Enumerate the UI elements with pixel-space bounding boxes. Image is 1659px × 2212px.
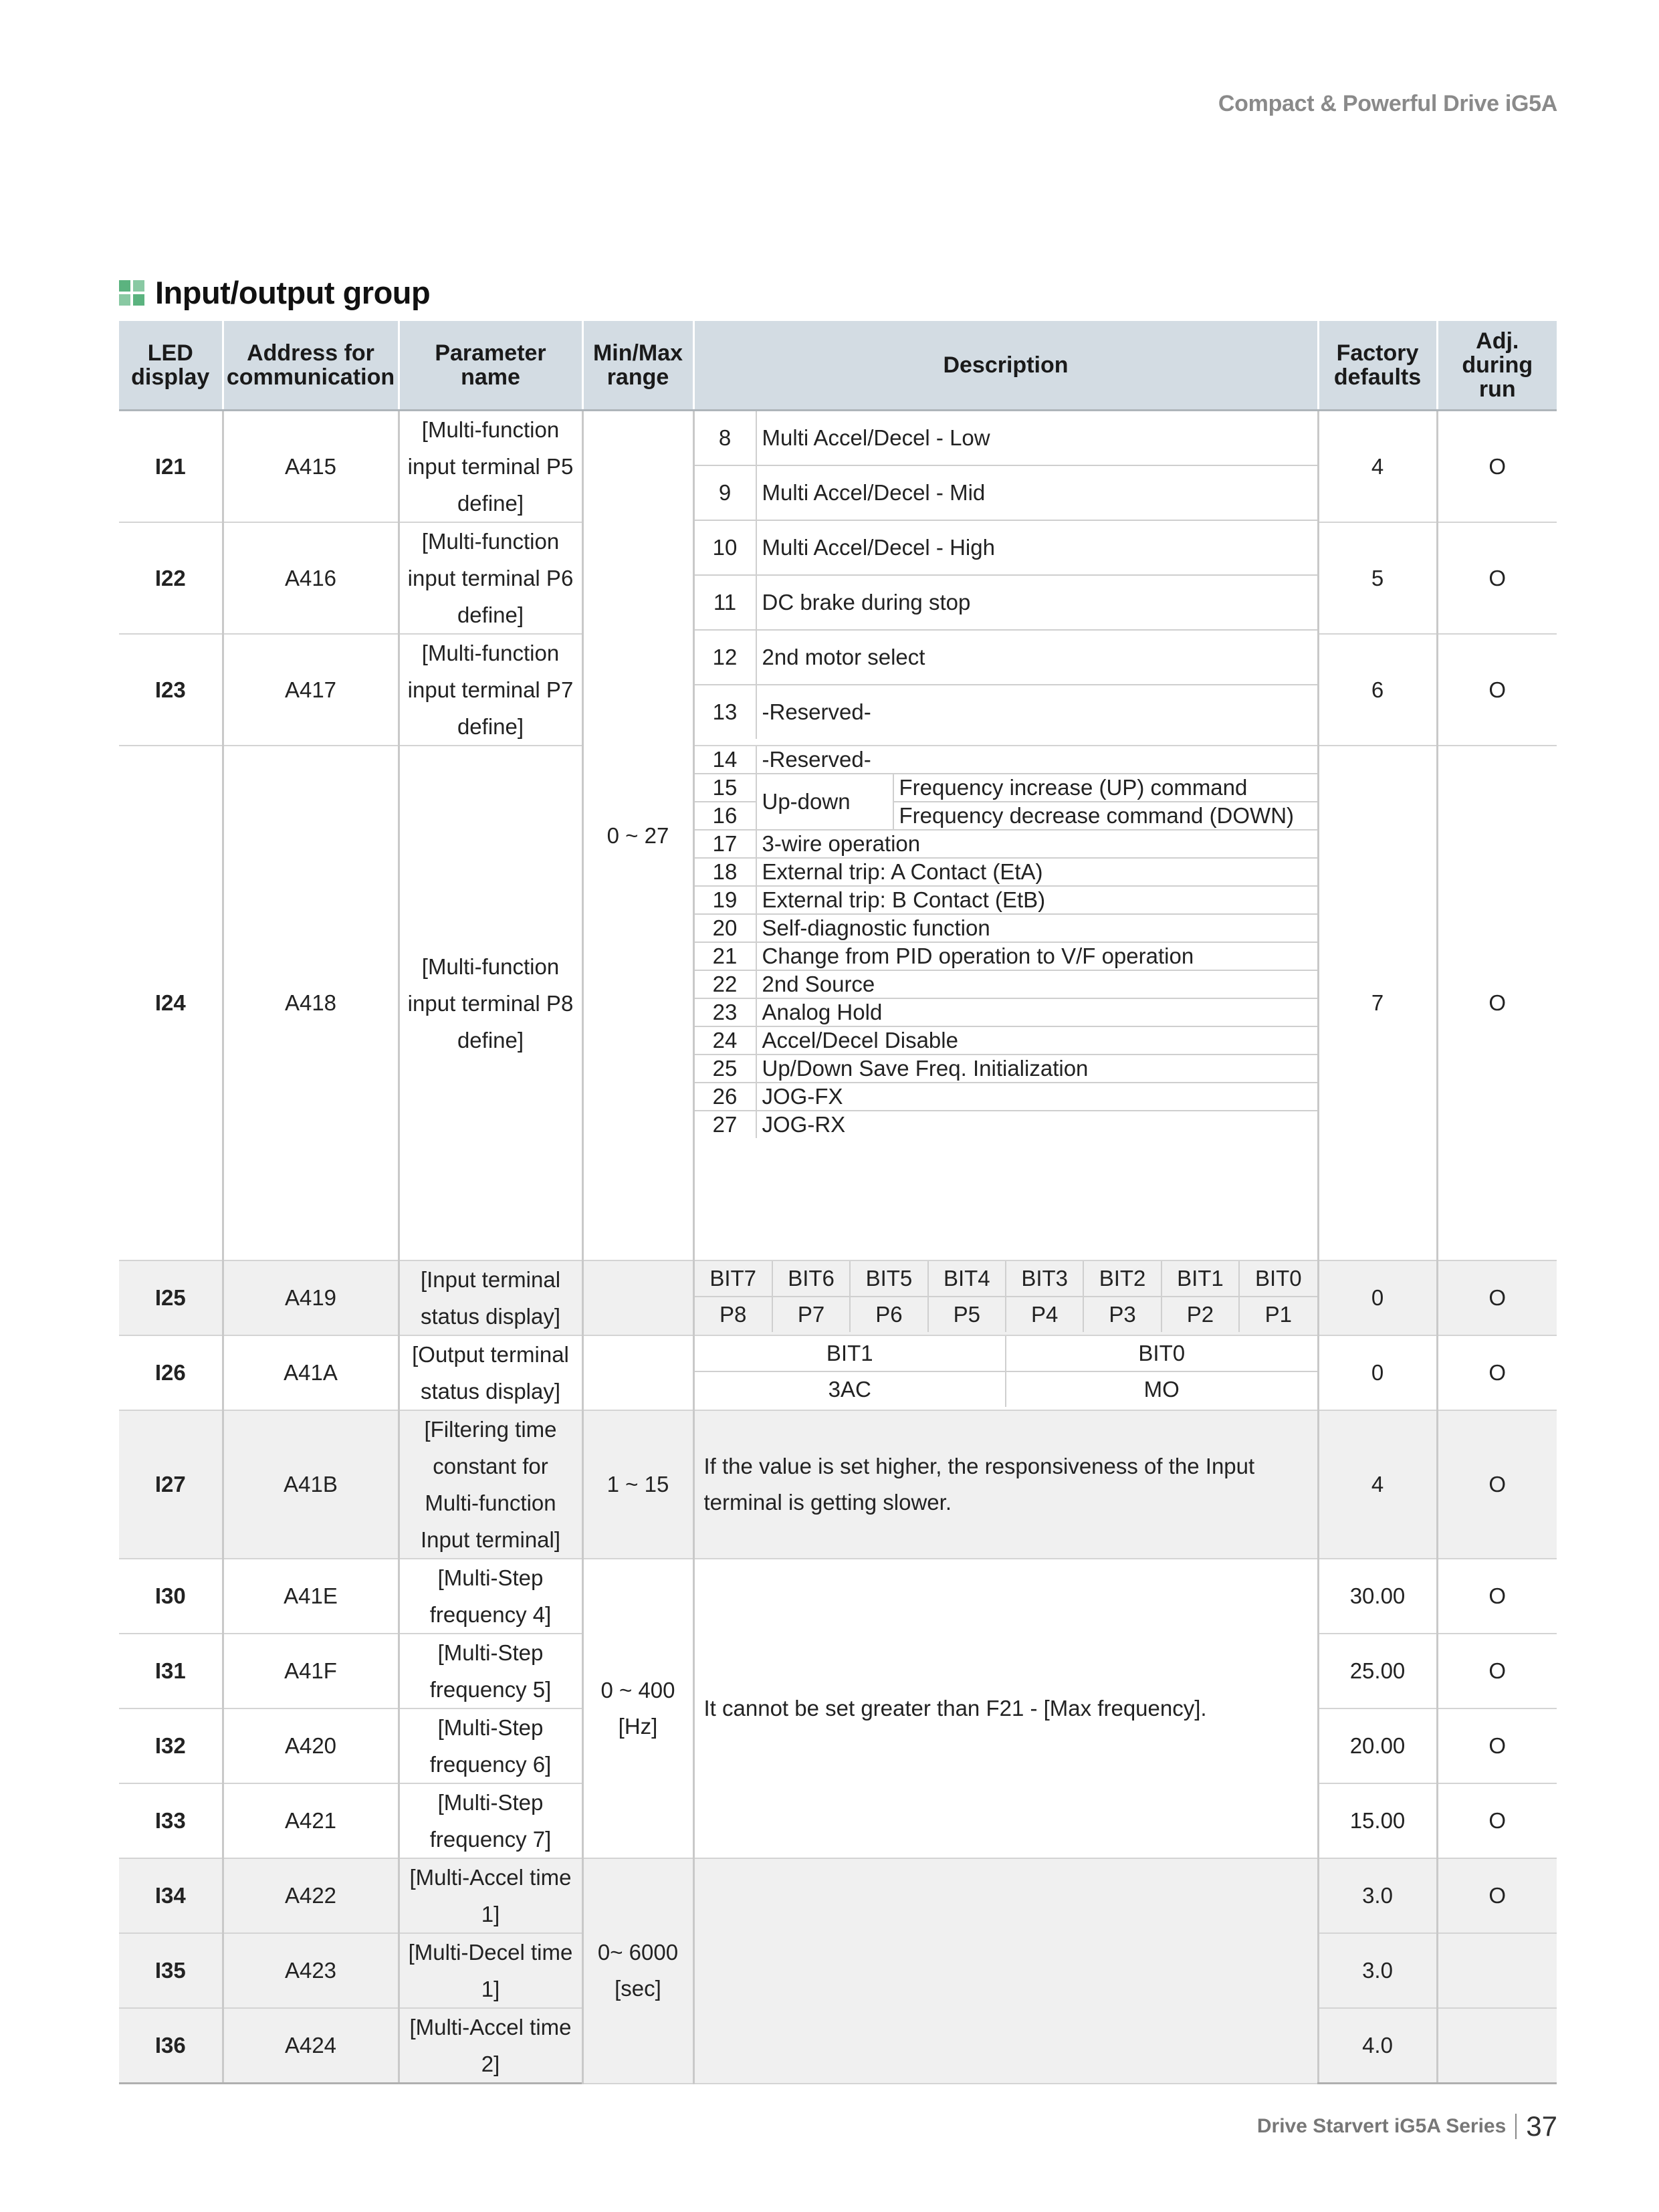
factory-default: 4.0 <box>1318 2008 1437 2084</box>
function-number: 12 <box>695 630 756 685</box>
adj-during-run: O <box>1437 1410 1557 1559</box>
function-number: 25 <box>695 1055 756 1083</box>
function-number: 11 <box>695 575 756 630</box>
list-item <box>695 685 1317 739</box>
range-cell: 0 ~ 400 [Hz] <box>582 1559 693 1858</box>
function-number: 23 <box>695 998 756 1026</box>
function-label: Up-down <box>756 774 893 830</box>
parameter-name: [Filtering time constant for Multi-function Input terminal] <box>399 1410 582 1559</box>
function-label: JOG-FX <box>756 1083 1317 1111</box>
factory-default: 0 <box>1318 1335 1437 1410</box>
list-item <box>695 520 1317 575</box>
function-number: 22 <box>695 970 756 998</box>
parameter-name: [Multi-function input terminal P6 define] <box>399 522 582 634</box>
parameter-name: [Multi-Decel time 1] <box>399 1933 582 2008</box>
comm-address: A417 <box>223 634 399 746</box>
bit-row <box>695 1336 1317 1371</box>
parameter-name: [Multi-Step frequency 7] <box>399 1783 582 1858</box>
factory-default: 30.00 <box>1318 1559 1437 1634</box>
terminal-row <box>695 1371 1317 1407</box>
function-label: Accel/Decel Disable <box>756 1026 1317 1055</box>
factory-default: 3.0 <box>1318 1858 1437 1933</box>
comm-address: A421 <box>223 1783 399 1858</box>
list-item <box>695 970 1317 998</box>
led-code: I21 <box>119 411 223 523</box>
bit-label: BIT7 <box>695 1261 772 1297</box>
parameter-name: [Multi-function input terminal P5 define] <box>399 411 582 523</box>
factory-default: 3.0 <box>1318 1933 1437 2008</box>
table-row <box>119 1858 1557 1933</box>
function-number: 19 <box>695 886 756 914</box>
factory-default: 7 <box>1318 746 1437 1260</box>
function-number: 21 <box>695 942 756 970</box>
comm-address: A424 <box>223 2008 399 2084</box>
parameter-table <box>119 321 1557 2084</box>
function-number: 27 <box>695 1111 756 1138</box>
led-code: I36 <box>119 2008 223 2084</box>
function-number: 17 <box>695 830 756 858</box>
description-text <box>693 1858 1318 2084</box>
bit-label: BIT6 <box>772 1261 850 1297</box>
led-code: I27 <box>119 1410 223 1559</box>
function-label: 2nd Source <box>756 970 1317 998</box>
factory-default: 20.00 <box>1318 1708 1437 1783</box>
range-cell: 0~ 6000 [sec] <box>582 1858 693 2084</box>
led-code: I23 <box>119 634 223 746</box>
output-bit-map <box>693 1335 1318 1410</box>
terminal-row <box>695 1297 1317 1332</box>
function-list-upper <box>693 411 1318 746</box>
function-number: 9 <box>695 465 756 520</box>
terminal-label: P3 <box>1083 1297 1161 1332</box>
function-label: External trip: A Contact (EtA) <box>756 858 1317 886</box>
list-item <box>695 942 1317 970</box>
table-row <box>119 1260 1557 1335</box>
led-code: I25 <box>119 1260 223 1335</box>
list-item <box>695 465 1317 520</box>
terminal-label: P7 <box>772 1297 850 1332</box>
comm-address: A419 <box>223 1260 399 1335</box>
list-item <box>695 998 1317 1026</box>
adj-during-run: O <box>1437 1559 1557 1634</box>
function-number: 20 <box>695 914 756 942</box>
range-cell: 1 ~ 15 <box>582 1410 693 1559</box>
led-code: I22 <box>119 522 223 634</box>
comm-address: A41A <box>223 1335 399 1410</box>
description-text: If the value is set higher, the responsiveness of the Input terminal is getting slower. <box>693 1410 1318 1559</box>
function-number: 10 <box>695 520 756 575</box>
led-code: I24 <box>119 746 223 1260</box>
comm-address: A420 <box>223 1708 399 1783</box>
list-item <box>695 886 1317 914</box>
function-label: 3-wire operation <box>756 830 1317 858</box>
terminal-label: MO <box>1143 1377 1180 1402</box>
comm-address: A41E <box>223 1559 399 1634</box>
function-list-lower <box>693 746 1318 1260</box>
bit-row <box>695 1261 1317 1297</box>
parameter-name: [Multi-function input terminal P8 define] <box>399 746 582 1260</box>
table-header-row <box>119 321 1557 411</box>
col-led-display: LED display <box>119 321 223 411</box>
range-cell <box>582 1335 693 1410</box>
list-item <box>695 858 1317 886</box>
list-item <box>695 914 1317 942</box>
table-row <box>119 746 1557 1260</box>
function-label: Multi Accel/Decel - High <box>756 520 1317 575</box>
list-item <box>695 630 1317 685</box>
comm-address: A418 <box>223 746 399 1260</box>
list-item <box>695 746 1317 774</box>
bit-label: BIT4 <box>928 1261 1006 1297</box>
section-heading: Input/output group <box>155 275 431 310</box>
list-item <box>695 1083 1317 1111</box>
led-code: I31 <box>119 1634 223 1708</box>
function-number: 24 <box>695 1026 756 1055</box>
function-label: Analog Hold <box>756 998 1317 1026</box>
list-item <box>695 411 1317 465</box>
col-address: Address for communication <box>223 321 399 411</box>
function-sublabel: Frequency decrease command (DOWN) <box>893 802 1317 830</box>
led-code: I26 <box>119 1335 223 1410</box>
bit-label: BIT1 <box>1162 1261 1239 1297</box>
adj-during-run <box>1437 1933 1557 2008</box>
function-label: -Reserved- <box>762 699 871 724</box>
parameter-name: [Multi-Accel time 2] <box>399 2008 582 2084</box>
adj-during-run: O <box>1437 746 1557 1260</box>
function-number: 16 <box>695 802 756 830</box>
function-label: Up/Down Save Freq. Initialization <box>756 1055 1317 1083</box>
bit-label: BIT2 <box>1083 1261 1161 1297</box>
adj-during-run: O <box>1437 1858 1557 1933</box>
comm-address: A41B <box>223 1410 399 1559</box>
col-adjustable: Adj. during run <box>1437 321 1557 411</box>
terminal-label: P8 <box>695 1297 772 1332</box>
factory-default: 4 <box>1318 1410 1437 1559</box>
comm-address: A416 <box>223 522 399 634</box>
footer-divider <box>1515 2114 1517 2139</box>
table-row <box>119 411 1557 523</box>
range-cell <box>582 1260 693 1335</box>
col-description: Description <box>693 321 1318 411</box>
function-number: 15 <box>695 774 756 802</box>
factory-default: 15.00 <box>1318 1783 1437 1858</box>
led-code: I33 <box>119 1783 223 1858</box>
adj-during-run: O <box>1437 1708 1557 1783</box>
led-code: I32 <box>119 1708 223 1783</box>
description-text: It cannot be set greater than F21 - [Max frequency]. <box>693 1559 1318 1858</box>
function-label: Self-diagnostic function <box>756 914 1317 942</box>
function-label: External trip: B Contact (EtB) <box>756 886 1317 914</box>
col-range: Min/Max range <box>582 321 693 411</box>
comm-address: A41F <box>223 1634 399 1708</box>
terminal-label: P5 <box>928 1297 1006 1332</box>
table-row <box>119 1410 1557 1559</box>
list-item <box>695 774 1317 802</box>
led-code: I34 <box>119 1858 223 1933</box>
function-label: DC brake during stop <box>756 575 1317 630</box>
function-label: Multi Accel/Decel - Low <box>756 411 1317 465</box>
series-name: Drive Starvert iG5A Series <box>1256 2115 1507 2137</box>
factory-default: 0 <box>1318 1260 1437 1335</box>
adj-during-run: O <box>1437 634 1557 746</box>
document-header: Compact & Powerful Drive iG5A <box>1218 91 1557 116</box>
parameter-name: [Multi-Step frequency 5] <box>399 1634 582 1708</box>
adj-during-run: O <box>1437 1783 1557 1858</box>
terminal-label: P1 <box>1264 1302 1292 1327</box>
comm-address: A415 <box>223 411 399 523</box>
adj-during-run: O <box>1437 1335 1557 1410</box>
page-footer <box>1257 2110 1557 2142</box>
parameter-name: [Multi-Step frequency 4] <box>399 1559 582 1634</box>
bit-label: BIT1 <box>695 1336 1006 1371</box>
section-title <box>119 274 430 311</box>
function-number: 8 <box>695 411 756 465</box>
green-squares-icon <box>119 280 144 306</box>
range-cell: 0 ~ 27 <box>582 411 693 1261</box>
parameter-name: [Multi-function input terminal P7 define] <box>399 634 582 746</box>
function-number: 26 <box>695 1083 756 1111</box>
factory-default: 6 <box>1318 634 1437 746</box>
list-item <box>695 1026 1317 1055</box>
parameter-name: [Multi-Accel time 1] <box>399 1858 582 1933</box>
adj-during-run: O <box>1437 1634 1557 1708</box>
list-item <box>695 1055 1317 1083</box>
input-bit-map <box>693 1260 1318 1335</box>
adj-during-run: O <box>1437 522 1557 634</box>
led-code: I30 <box>119 1559 223 1634</box>
function-label: Change from PID operation to V/F operation <box>756 942 1317 970</box>
function-number: 14 <box>695 746 756 774</box>
terminal-label: P4 <box>1006 1297 1083 1332</box>
comm-address: A423 <box>223 1933 399 2008</box>
bit-label: BIT0 <box>1006 1336 1317 1371</box>
list-item <box>695 1111 1317 1138</box>
table-row <box>119 1335 1557 1410</box>
adj-during-run: O <box>1437 1260 1557 1335</box>
list-item <box>695 830 1317 858</box>
parameter-name: [Output terminal status display] <box>399 1335 582 1410</box>
terminal-label: 3AC <box>695 1371 1006 1407</box>
parameter-name: [Multi-Step frequency 6] <box>399 1708 582 1783</box>
function-label: -Reserved- <box>756 746 1317 774</box>
bit-label: BIT3 <box>1006 1261 1083 1297</box>
function-number: 18 <box>695 858 756 886</box>
list-item <box>695 575 1317 630</box>
function-label: 2nd motor select <box>756 630 1317 685</box>
function-label: JOG-RX <box>762 1112 846 1137</box>
table-row <box>119 1559 1557 1634</box>
function-label: Multi Accel/Decel - Mid <box>756 465 1317 520</box>
factory-default: 4 <box>1318 411 1437 523</box>
led-code: I35 <box>119 1933 223 2008</box>
page-number: 37 <box>1526 2110 1557 2142</box>
factory-default: 5 <box>1318 522 1437 634</box>
comm-address: A422 <box>223 1858 399 1933</box>
adj-during-run: O <box>1437 411 1557 523</box>
factory-default: 25.00 <box>1318 1634 1437 1708</box>
col-factory-defaults: Factory defaults <box>1318 321 1437 411</box>
terminal-label: P2 <box>1162 1297 1239 1332</box>
adj-during-run <box>1437 2008 1557 2084</box>
bit-label: BIT0 <box>1239 1261 1317 1297</box>
parameter-name: [Input terminal status display] <box>399 1260 582 1335</box>
bit-label: BIT5 <box>850 1261 927 1297</box>
function-sublabel: Frequency increase (UP) command <box>893 774 1317 802</box>
terminal-label: P6 <box>850 1297 927 1332</box>
function-number: 13 <box>695 685 756 739</box>
col-parameter-name: Parameter name <box>399 321 582 411</box>
